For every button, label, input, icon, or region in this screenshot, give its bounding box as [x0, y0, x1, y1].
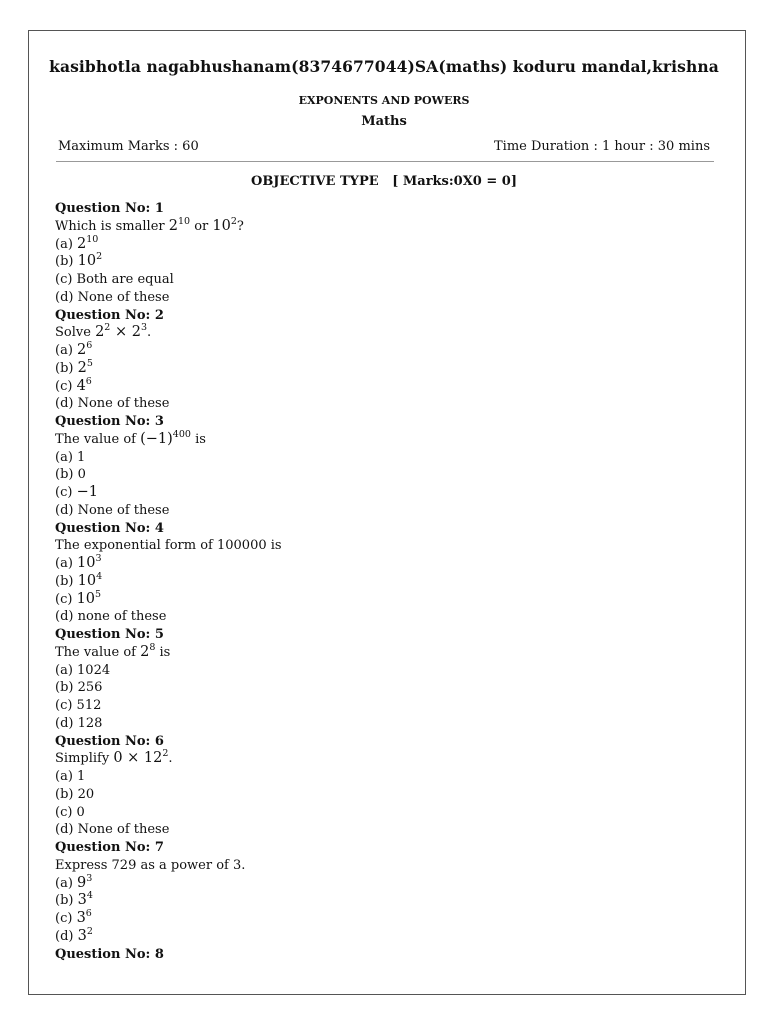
text-run: (d) 128 [55, 715, 103, 731]
topic-title: EXPONENTS AND POWERS [298, 94, 470, 107]
answer-option [55, 768, 695, 786]
power-expression [76, 375, 92, 394]
text-run: (a) [55, 236, 78, 252]
text-run: (d) None of these [55, 502, 170, 518]
text-run: The value of [55, 431, 141, 447]
question-number: Question No: 1 [55, 201, 164, 216]
answer-option [55, 608, 695, 626]
math-run: 0 × [113, 750, 144, 767]
text-run: . [147, 325, 152, 341]
power-exponent: 2 [96, 251, 103, 263]
subject-title: Maths [361, 114, 407, 129]
power-base: 10 [76, 590, 96, 607]
power-base: (−1) [140, 430, 173, 447]
question-block [55, 733, 695, 840]
question-number: Question No: 4 [55, 520, 164, 536]
answer-option [55, 804, 695, 822]
text-run: (d) None of these [55, 289, 170, 305]
power-base: 2 [77, 342, 87, 358]
power-base: 12 [143, 750, 163, 767]
text-run: is [190, 431, 206, 447]
text-run: (c) [55, 591, 77, 607]
text-run: ? [236, 218, 244, 234]
power-exponent: 6 [86, 340, 93, 351]
text-run: (d) None of these [55, 822, 170, 838]
question-text [55, 537, 695, 555]
question-number: Question No: 7 [55, 840, 164, 855]
text-run: . [168, 751, 173, 767]
power-base: 10 [77, 555, 96, 571]
answer-option [55, 786, 695, 804]
question-block [55, 200, 695, 307]
maximum-marks: Maximum Marks : 60 [58, 139, 199, 154]
power-exponent: 5 [86, 357, 93, 369]
power-expression [77, 910, 92, 926]
power-exponent: 400 [172, 428, 191, 440]
power-expression [95, 324, 110, 340]
power-base: 9 [77, 874, 87, 891]
power-base: 2 [77, 235, 87, 252]
answer-option [55, 821, 695, 839]
text-run: (c) 512 [55, 698, 102, 713]
text-run: Express 729 as a power of 3. [55, 857, 246, 873]
text-run: or [190, 218, 213, 234]
answer-option [55, 872, 695, 893]
power-base: 2 [95, 324, 105, 341]
text-run: (b) 0 [55, 467, 86, 483]
power-base: 3 [77, 892, 87, 909]
power-base: 3 [77, 927, 87, 944]
power-base: 10 [212, 217, 231, 234]
text-run: The value of [55, 644, 141, 660]
power-expression [77, 872, 93, 891]
text-run: (b) 256 [55, 680, 103, 696]
power-exponent: 2 [162, 748, 169, 760]
power-exponent: 6 [85, 908, 92, 919]
question-block [55, 520, 695, 627]
question-block [55, 626, 695, 733]
power-base: 2 [131, 324, 141, 341]
text-run: (a) [55, 343, 78, 358]
power-exponent: 3 [95, 553, 102, 564]
power-expression [78, 253, 103, 269]
answer-option [55, 662, 695, 680]
power-base: 2 [140, 643, 150, 660]
answer-option [55, 375, 695, 396]
answer-option [55, 910, 695, 928]
text-run: (c) Both are equal [55, 272, 174, 287]
question-number: Question No: 8 [55, 946, 164, 962]
answer-option [55, 357, 695, 378]
answer-option [55, 233, 695, 254]
power-exponent: 2 [86, 925, 93, 937]
text-run: (a) 1 [55, 449, 86, 465]
text-run: Simplify [55, 751, 114, 767]
power-expression [76, 588, 102, 607]
power-exponent: 4 [96, 570, 103, 582]
text-run: (a) [55, 556, 78, 571]
question-text [55, 324, 695, 342]
time-duration: Time Duration : 1 hour : 30 mins [493, 139, 710, 154]
power-exponent: 2 [230, 215, 237, 227]
question-text [55, 215, 695, 236]
math-run: × [110, 324, 132, 341]
text-run: (c) [55, 485, 77, 500]
question-text [55, 750, 695, 768]
power-base: 2 [77, 359, 87, 376]
text-run: (b) [55, 573, 78, 589]
text-run: The exponential form of 100000 is [55, 538, 282, 554]
power-exponent: 3 [140, 322, 147, 334]
text-run: (d) none of these [55, 609, 167, 625]
answer-option [55, 892, 695, 910]
text-run: (b) [55, 254, 78, 270]
answer-option [55, 715, 695, 733]
answer-option [55, 395, 695, 413]
answer-option [55, 697, 695, 715]
answer-option [55, 271, 695, 289]
answer-option [55, 570, 695, 591]
power-exponent: 6 [85, 375, 92, 387]
answer-option [55, 449, 695, 467]
text-run: (a) [55, 875, 78, 891]
question-number: Question No: 3 [55, 414, 164, 429]
text-run: (d) None of these [55, 396, 170, 412]
text-run: is [155, 644, 171, 660]
section-heading: OBJECTIVE TYPE [ Marks:0X0 = 0] [251, 174, 517, 189]
text-run: (b) [55, 360, 78, 376]
question-block [55, 413, 695, 520]
power-expression [168, 215, 191, 234]
power-base: 2 [168, 217, 178, 234]
answer-option [55, 925, 695, 946]
question-text [55, 641, 695, 662]
question-number: Question No: 2 [55, 307, 164, 323]
power-base: 10 [77, 572, 97, 589]
exam-info-row [58, 139, 710, 154]
power-base: 10 [77, 253, 97, 270]
text-run: (b) 20 [55, 786, 95, 802]
text-run: (c) [55, 911, 77, 926]
power-exponent: 2 [104, 322, 111, 334]
power-exponent: 3 [86, 872, 93, 884]
power-expression [140, 641, 156, 660]
text-run: Which is smaller [55, 218, 169, 234]
question-number: Question No: 5 [55, 627, 164, 642]
question-text [55, 857, 695, 875]
answer-option [55, 555, 695, 573]
power-exponent: 5 [95, 588, 102, 600]
power-expression [77, 570, 103, 589]
power-expression [144, 750, 169, 766]
question-block [55, 839, 695, 946]
answer-option [55, 502, 695, 520]
power-expression [77, 555, 102, 571]
text-run: (a) 1 [55, 769, 86, 784]
power-expression [77, 925, 93, 944]
power-exponent: 10 [86, 233, 99, 245]
power-base: 4 [76, 377, 86, 394]
power-exponent: 4 [86, 890, 93, 902]
answer-option [55, 484, 695, 502]
power-exponent: 8 [149, 641, 156, 653]
answer-option [55, 588, 695, 609]
power-expression [78, 892, 93, 908]
answer-option [55, 679, 695, 697]
answer-option [55, 342, 695, 360]
power-expression [77, 342, 92, 358]
text-run: (a) 1024 [55, 662, 111, 678]
power-base: 3 [76, 910, 86, 926]
text-run: (c) 0 [55, 804, 85, 820]
power-expression [212, 215, 237, 234]
text-run: (c) [55, 378, 77, 394]
answer-option [55, 253, 695, 271]
power-expression [77, 357, 93, 376]
question-block [55, 946, 695, 964]
answer-option [55, 466, 695, 484]
text-run: (d) [55, 928, 78, 944]
author-heading: kasibhotla nagabhushanam(8374677044)SA(maths) koduru mandal,krishna [49, 57, 719, 76]
header-divider [56, 161, 714, 162]
answer-option [55, 289, 695, 307]
question-text [55, 428, 695, 449]
question-list [55, 200, 695, 963]
power-expression [77, 233, 99, 252]
math-run: −1 [76, 484, 98, 500]
power-expression [140, 428, 191, 447]
question-number: Question No: 6 [55, 733, 164, 749]
text-run: Solve [55, 325, 96, 341]
power-exponent: 10 [177, 215, 191, 227]
question-block [55, 307, 695, 414]
power-expression [132, 324, 147, 340]
text-run: (b) [55, 893, 78, 909]
